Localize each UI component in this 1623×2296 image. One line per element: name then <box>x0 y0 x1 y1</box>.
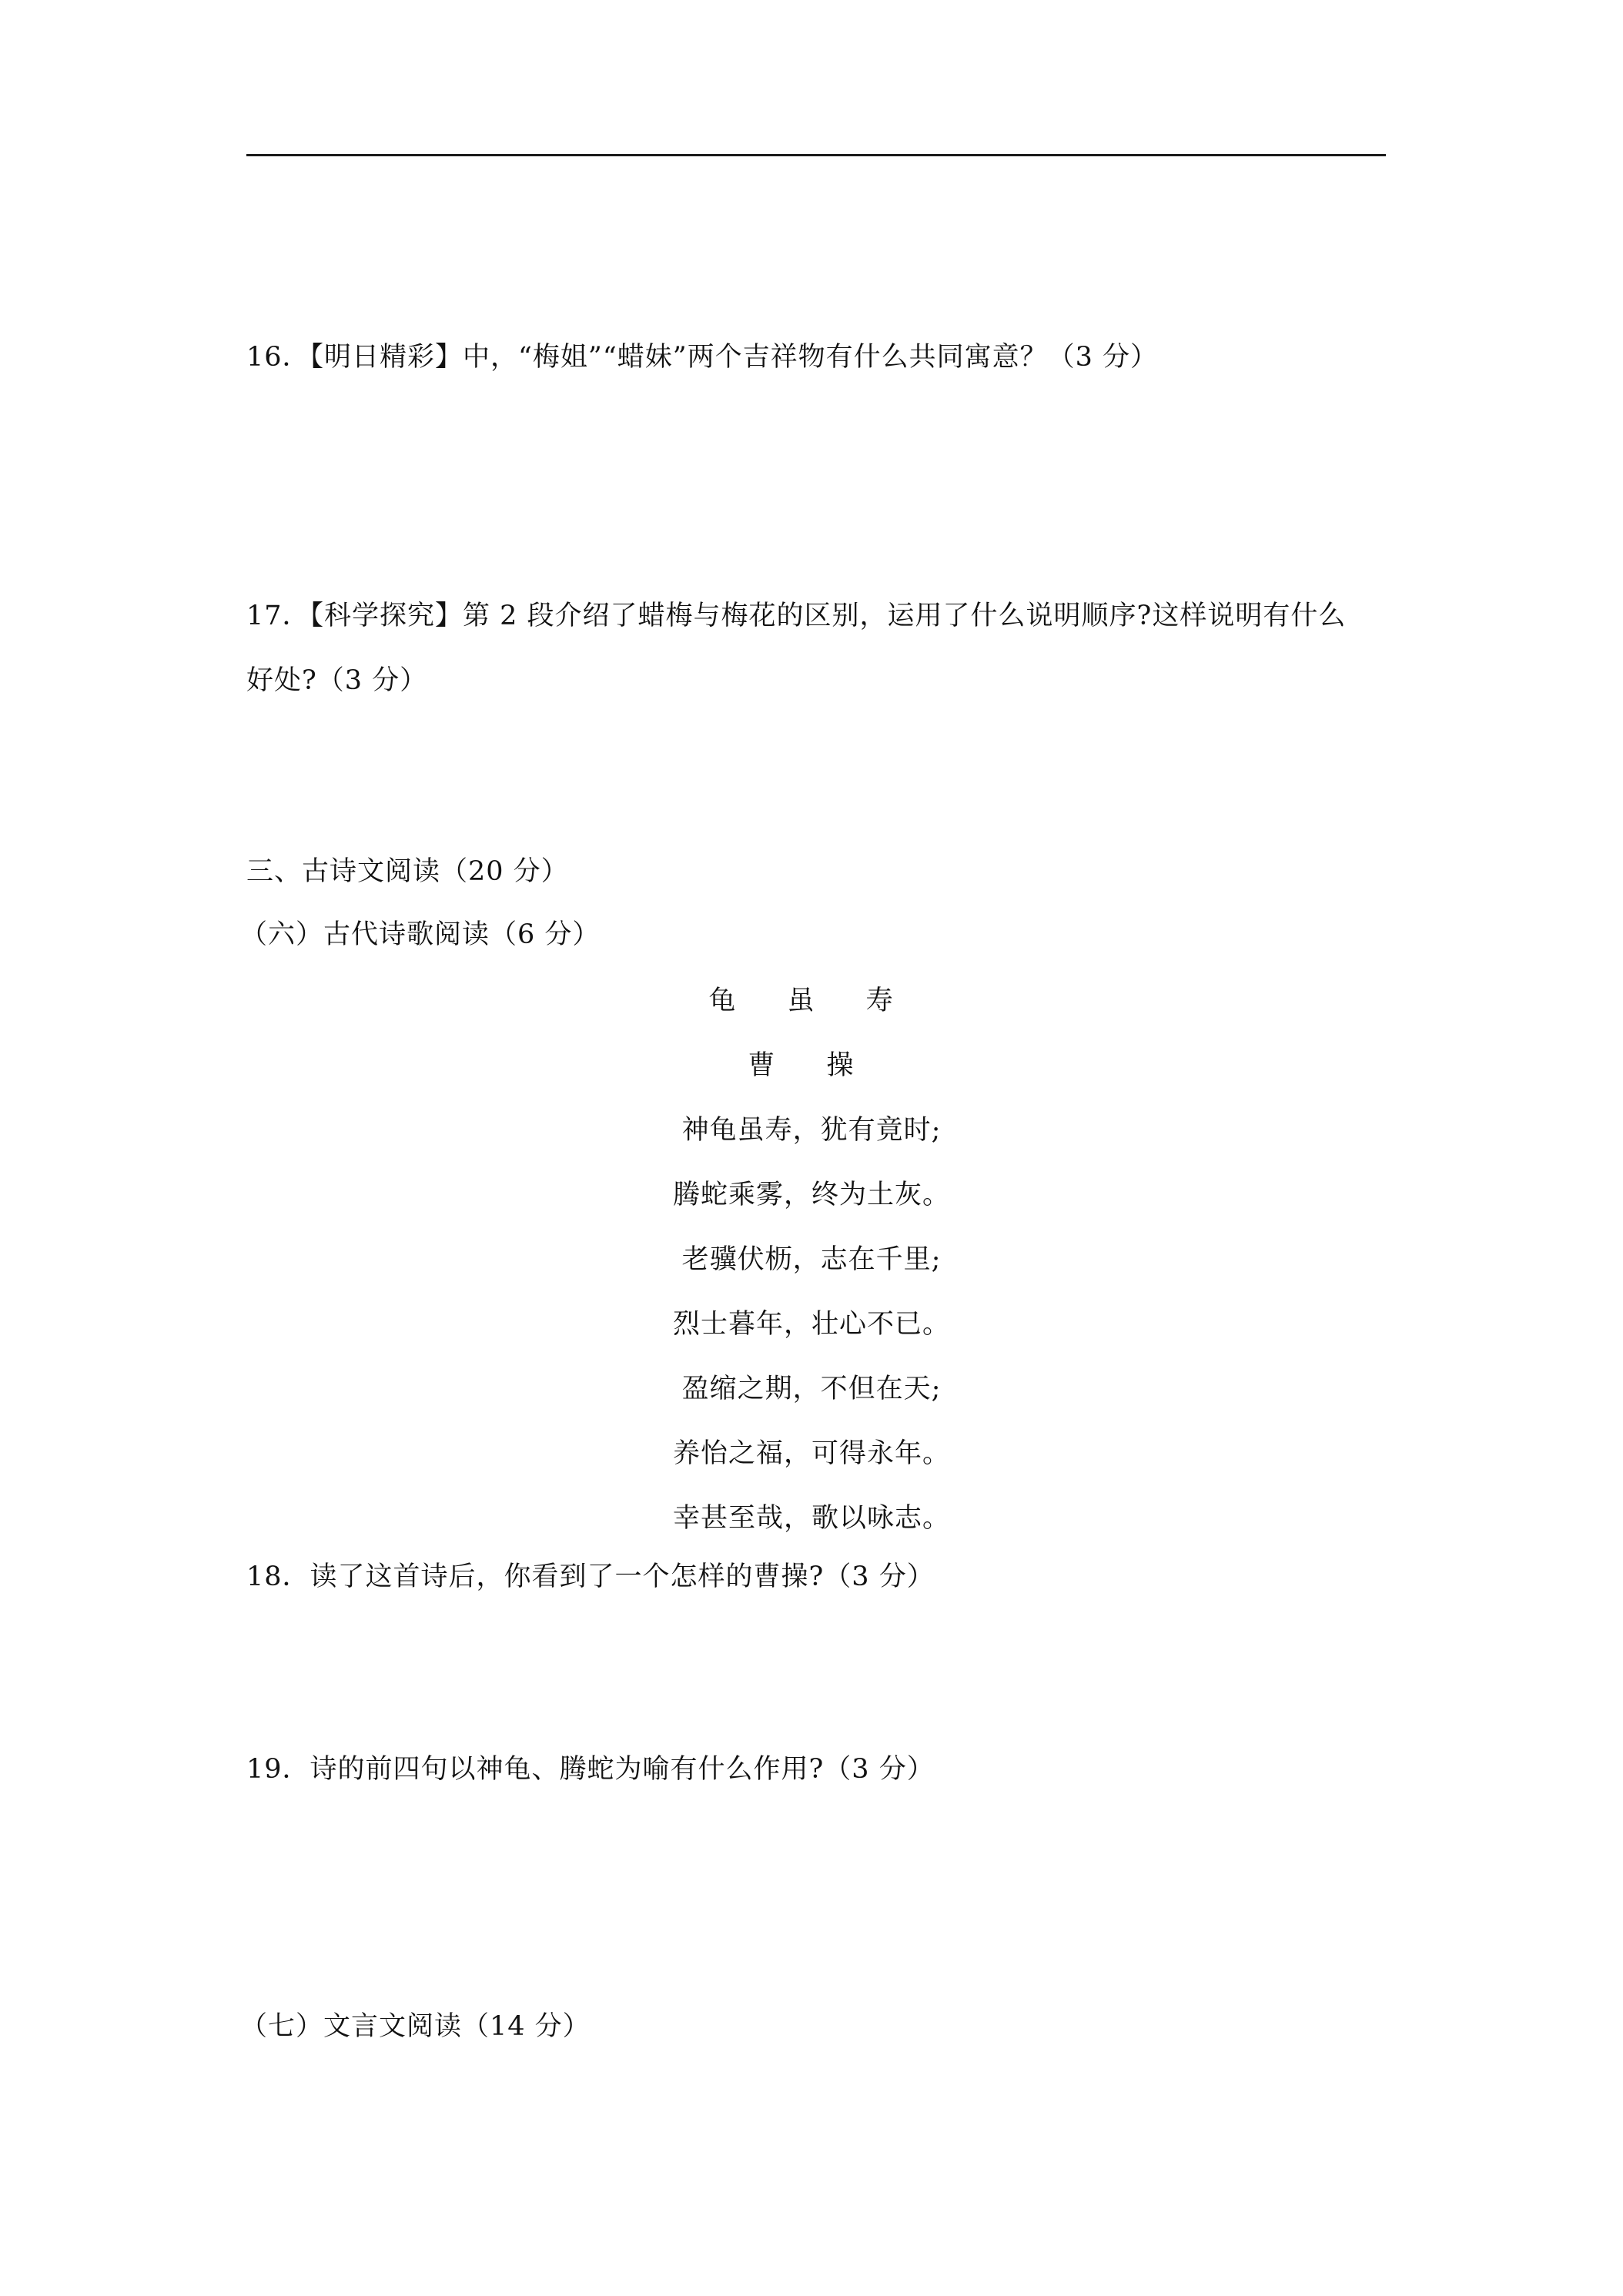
poem-line: 腾蛇乘雾，终为土灰。 <box>672 1180 950 1210</box>
section-heading-ancient-poetry: 三、古诗文阅读（20 分） <box>246 856 569 887</box>
poem-line: 神龟虽寿，犹有竟时; <box>681 1115 942 1146</box>
question-17-line-1: 17．【科学探究】第 2 段介绍了蜡梅与梅花的区别，运用了什么说明顺序?这样说明有什么 <box>246 601 1347 631</box>
poem-line: 老骥伏枥，志在千里; <box>681 1244 942 1275</box>
question-19: 19．诗的前四句以神龟、腾蛇为喻有什么作用?（3 分） <box>246 1754 935 1785</box>
poem-line: 盈缩之期，不但在天; <box>681 1374 942 1404</box>
poem-author: 曹 操 <box>748 1050 875 1081</box>
poem-line: 烈士暮年，壮心不已。 <box>672 1309 950 1340</box>
section-heading-poem-reading: （六）古代诗歌阅读（6 分） <box>240 919 601 950</box>
poem-title: 龟 虽 寿 <box>708 986 915 1016</box>
poem-line: 幸甚至哉，歌以咏志。 <box>672 1503 950 1534</box>
question-16: 16．【明日精彩】中，“梅姐”“蜡妹”两个吉祥物有什么共同寓意？（3 分） <box>246 342 1159 373</box>
section-heading-classical-prose: （七）文言文阅读（14 分） <box>240 2011 591 2042</box>
header-rule <box>246 154 1386 156</box>
question-17-line-2: 好处?（3 分） <box>246 665 428 696</box>
poem-line: 养怡之福，可得永年。 <box>672 1438 950 1469</box>
question-18: 18．读了这首诗后，你看到了一个怎样的曹操?（3 分） <box>246 1561 935 1592</box>
